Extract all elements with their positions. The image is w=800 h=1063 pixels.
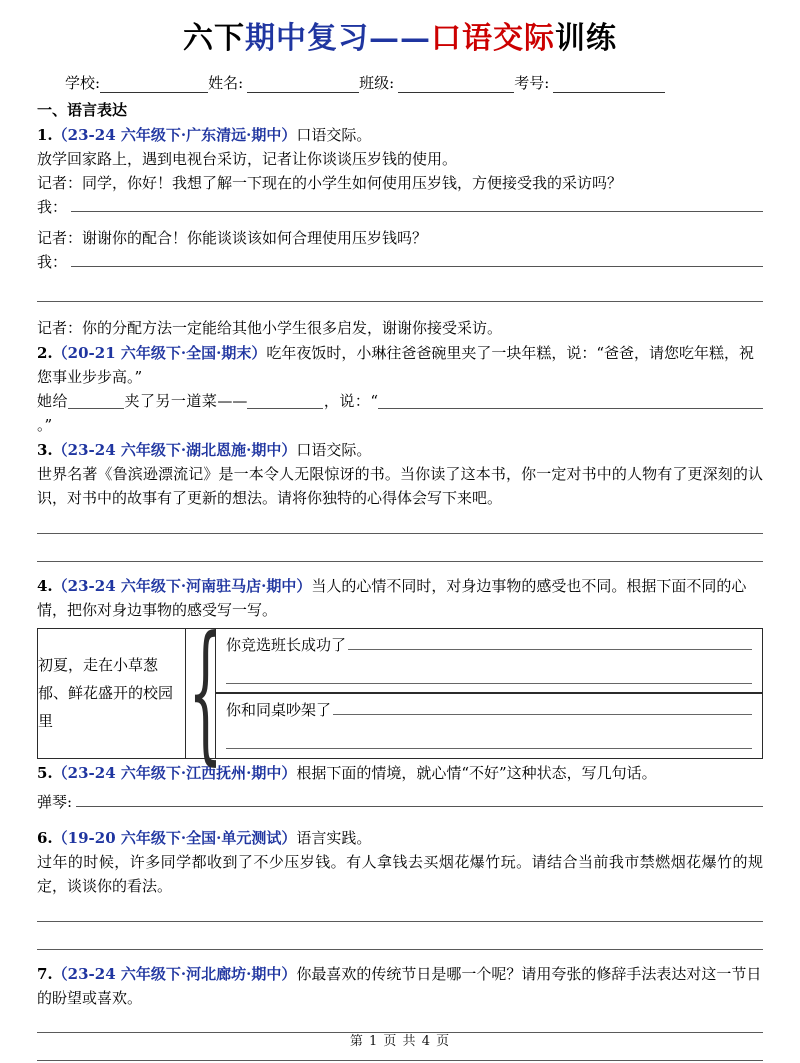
answer-rule[interactable]	[71, 199, 763, 212]
title-segment-black-2: 训练	[555, 21, 617, 56]
prompt-line-1	[226, 635, 752, 656]
question-3-answer-rule-1[interactable]	[37, 533, 763, 534]
answer-rule[interactable]	[76, 794, 763, 807]
question-2-number: 2.	[37, 343, 53, 362]
question-4-tag: （23-24 六年级下·河南驻马店·期中）	[52, 576, 312, 595]
question-1-tag: （23-24 六年级下·广东清远·期中）	[52, 125, 297, 144]
field-class	[359, 72, 514, 93]
question-7-head-rest: 你最喜欢的传统节日是哪一个呢？请用夸张的修辞手法表达对这一节日的盼望或喜欢。	[37, 964, 762, 1008]
title-segment-blue: 期中复习——	[245, 21, 431, 56]
question-6-head-rest: 语言实践。	[296, 828, 372, 847]
question-7-head	[37, 962, 763, 1011]
question-7-tag: （23-24 六年级下·河北廊坊·期中）	[52, 964, 297, 983]
fill-blank-1[interactable]	[68, 395, 124, 409]
question-2-head-rest: 吃年夜饭时，小琳往爸爸碗里夹了一块年糕，说：“爸爸，请您吃年糕，祝您事业步步高。”	[37, 343, 754, 386]
answer-rule[interactable]	[71, 254, 763, 267]
question-1-dialogue-1	[37, 171, 763, 195]
prompt-line-2	[226, 700, 752, 721]
prompt-text-1: 你竞选班长成功了	[226, 636, 347, 655]
field-exam-number	[514, 72, 665, 93]
field-name	[208, 72, 359, 93]
question-3-body: 世界名著《鲁滨逊漂流记》是一本令人无限惊讶的书。当你读了这本书，你一定对书中的人物有了更深刻的认识，对书中的故事有了更新的想法。请将你独特的心得体会写下来吧。	[37, 465, 763, 508]
dialogue-1-text: 同学，你好！我想了解一下现在的小学生如何使用压岁钱，方便接受我的采访吗？	[82, 174, 623, 193]
question-2-fill-line	[37, 389, 763, 438]
dialogue-3-text: 谢谢你的配合！你能谈谈该如何合理使用压岁钱吗？	[82, 228, 428, 247]
class-input[interactable]	[398, 78, 514, 93]
question-1-answer-rule-extra[interactable]	[37, 301, 763, 302]
question-6-answer-rule-1[interactable]	[37, 921, 763, 922]
table-cell-answer-1	[216, 629, 763, 694]
question-4-head-rest: 当人的心情不同时，对身边事物的感受也不同。根据下面不同的心情，把你对身边事物的感受写一写。	[37, 576, 747, 619]
question-5	[37, 761, 763, 814]
spacer	[37, 950, 763, 962]
question-3-head	[37, 438, 763, 462]
exam-number-input[interactable]	[553, 78, 665, 93]
page-footer: 第 1 页 共 4 页	[349, 1034, 451, 1049]
title-segment-red: 口语交际	[431, 21, 555, 56]
title-segment-black-1: 六下	[183, 21, 245, 56]
table-cell-situation: 初夏，走在小草葱郁、鲜花盛开的校园里	[38, 629, 186, 759]
name-input[interactable]	[247, 78, 359, 93]
question-1-closing: 记者：你的分配方法一定能给其他小学生很多启发，谢谢你接受采访。	[37, 319, 503, 338]
question-6-tag: （19-20 六年级下·全国·单元测试）	[52, 828, 297, 847]
question-1-answer-1	[37, 195, 763, 219]
dialogue-3-speaker: 记者：	[37, 228, 83, 247]
dialogue-4-speaker: 我：	[37, 252, 68, 271]
question-1-dialogue-2	[37, 226, 763, 250]
question-1-head-rest: 口语交际。	[296, 125, 372, 144]
question-7-number: 7.	[37, 964, 53, 983]
field-school	[65, 72, 208, 93]
question-3-tag: （23-24 六年级下·湖北恩施·期中）	[52, 440, 297, 459]
fill-blank-2[interactable]	[247, 395, 323, 409]
fill-seg-4: 。”	[37, 416, 53, 435]
table-cell-answer-2	[216, 694, 763, 759]
spacer	[37, 562, 763, 574]
brace-icon	[186, 606, 223, 781]
prompt-rule-2[interactable]	[333, 703, 752, 715]
question-5-number: 5.	[37, 764, 53, 783]
student-info-row	[37, 72, 763, 93]
question-5-prompt-label: 弹琴:	[37, 792, 73, 811]
question-1-number: 1.	[37, 125, 53, 144]
question-2-tag: （20-21 六年级下·全国·期末）	[52, 343, 267, 362]
question-4-head	[37, 574, 763, 623]
school-label: 学校:	[65, 73, 101, 92]
question-6-number: 6.	[37, 828, 53, 847]
prompt-rule-1[interactable]	[348, 638, 752, 650]
fill-seg-2: 夹了另一道菜——	[123, 392, 248, 411]
name-label: 姓名:	[208, 73, 244, 92]
answer-rule-1b[interactable]	[226, 683, 752, 684]
question-6-head	[37, 826, 763, 850]
table-row	[38, 629, 763, 694]
prompt-text-2: 你和同桌吵架了	[226, 701, 332, 720]
dialogue-1-speaker: 记者：	[37, 174, 83, 193]
question-3-head-rest: 口语交际。	[296, 440, 372, 459]
section-heading: 一、语言表达	[37, 100, 128, 119]
question-1-answer-2	[37, 250, 763, 274]
class-label: 班级:	[359, 73, 395, 92]
question-1	[37, 123, 763, 341]
brace-glyph: {	[188, 606, 223, 781]
school-input[interactable]	[100, 78, 208, 93]
question-6	[37, 826, 763, 950]
question-5-head	[37, 761, 763, 785]
question-3	[37, 438, 763, 562]
question-1-body: 放学回家路上，遇到电视台采访，记者让你谈谈压岁钱的使用。	[37, 149, 458, 168]
question-3-number: 3.	[37, 440, 53, 459]
spacer	[37, 814, 763, 826]
dialogue-2-speaker: 我：	[37, 198, 68, 217]
question-5-answer	[37, 790, 763, 814]
answer-subrow-2	[216, 694, 762, 758]
question-7-answer-rule-2[interactable]	[37, 1060, 763, 1061]
fill-blank-3[interactable]	[378, 395, 763, 409]
answer-rule-2b[interactable]	[226, 748, 752, 749]
question-1-head	[37, 123, 763, 147]
question-2	[37, 341, 763, 438]
page-title	[37, 20, 763, 58]
question-5-tag: （23-24 六年级下·江西抚州·期中）	[52, 764, 297, 783]
answer-subrow-1	[216, 629, 762, 693]
question-5-head-rest: 根据下面的情境，就心情“不好”这种状态，写几句话。	[296, 764, 657, 783]
fill-seg-1: 她给	[37, 392, 68, 411]
question-4-number: 4.	[37, 576, 53, 595]
fill-seg-3: ，说：“	[323, 392, 378, 411]
question-2-head	[37, 341, 763, 390]
exam-number-label: 考号:	[514, 73, 550, 92]
question-6-body: 过年的时候，许多同学都收到了不少压岁钱。有人拿钱去买烟花爆竹玩。请结合当前我市禁燃烟花爆竹的规定，谈谈你的看法。	[37, 853, 763, 896]
